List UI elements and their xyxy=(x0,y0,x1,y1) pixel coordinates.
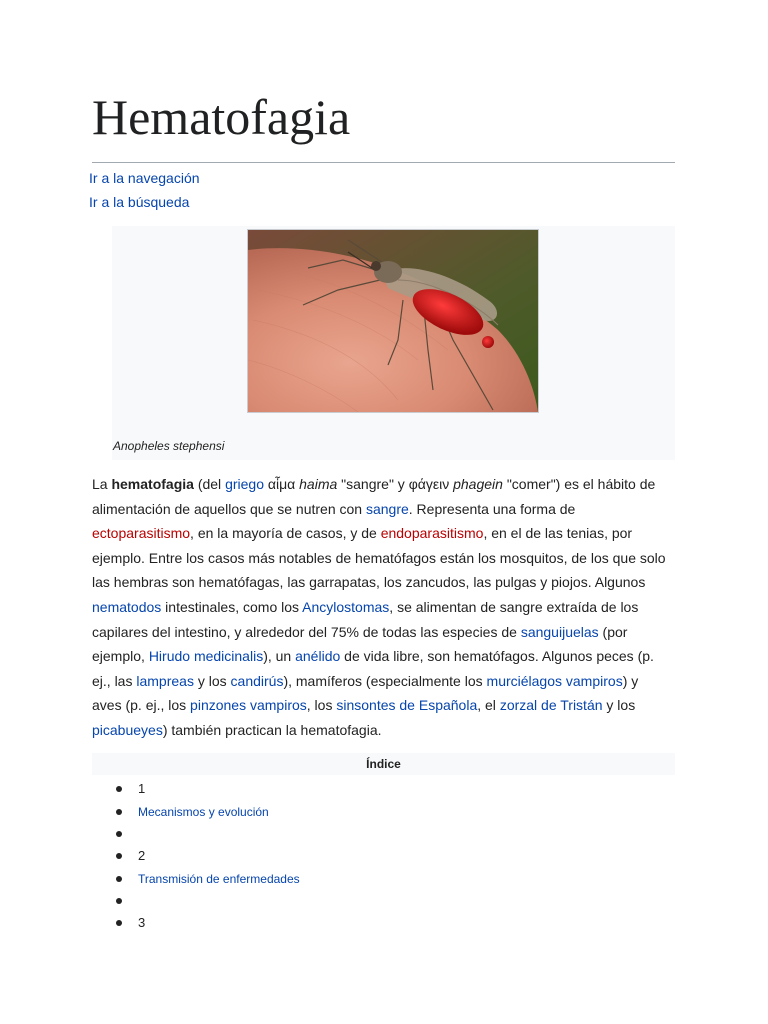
paragraph-text: ), mamíferos (especialmente los xyxy=(283,672,487,689)
italic-term: haima xyxy=(299,476,338,492)
bullet-icon xyxy=(116,876,122,882)
paragraph-text: La xyxy=(92,476,112,492)
article-link[interactable]: murciélagos vampiros xyxy=(486,672,623,689)
paragraph-text: , los xyxy=(306,697,337,714)
figure-caption: Anopheles stephensi xyxy=(113,439,225,453)
paragraph-line xyxy=(92,546,675,571)
paragraph-text: y los xyxy=(602,697,636,714)
paragraph-line xyxy=(92,472,675,497)
toc-link[interactable]: Transmisión de enfermedades xyxy=(138,872,300,886)
bullet-icon xyxy=(116,898,122,904)
article-link[interactable]: Ancylostomas xyxy=(302,598,390,615)
paragraph-text: alimentación de aquellos que se nutren con xyxy=(92,500,366,517)
article-link[interactable]: anélido xyxy=(295,648,341,665)
article-link[interactable]: zorzal de Tristán xyxy=(499,697,603,714)
article-link[interactable]: sangre xyxy=(365,500,409,517)
paragraph-line xyxy=(92,644,675,669)
thumbnail-figure xyxy=(112,226,675,460)
toc-number: 3 xyxy=(138,915,146,930)
article-link[interactable]: pinzones vampiros xyxy=(190,697,307,714)
bullet-icon xyxy=(116,786,122,792)
toc-number: 1 xyxy=(138,781,146,796)
mosquito-image[interactable] xyxy=(247,229,539,413)
bullet-icon xyxy=(116,809,122,815)
bullet-icon xyxy=(116,853,122,859)
paragraph-text: (por xyxy=(598,623,628,640)
page-title: Hematofagia xyxy=(92,89,351,145)
article-link[interactable]: lampreas xyxy=(136,672,194,689)
article-link[interactable]: nematodos xyxy=(92,598,162,615)
paragraph-text: ) y xyxy=(622,672,639,689)
paragraph-text: ) también practican la hematofagia. xyxy=(162,721,382,738)
paragraph-text: , se alimentan de sangre extraída de los xyxy=(389,598,639,615)
bullet-icon xyxy=(116,831,122,837)
paragraph-text: aves (p. ej., los xyxy=(92,697,191,714)
article-link[interactable]: picabueyes xyxy=(92,721,163,738)
italic-term: phagein xyxy=(453,476,503,492)
paragraph-line xyxy=(92,595,675,620)
paragraph-line xyxy=(92,669,675,694)
paragraph-line xyxy=(92,497,675,522)
paragraph-text: ejemplo, xyxy=(92,648,149,665)
paragraph-text: . Representa una forma de xyxy=(408,500,576,517)
paragraph-text: (del xyxy=(193,476,226,492)
paragraph-text: "sangre" y φάγειν xyxy=(337,476,454,492)
article-link[interactable]: endoparasitismo xyxy=(380,525,484,542)
article-link[interactable]: sinsontes de Española xyxy=(336,697,478,714)
paragraph-line xyxy=(92,620,675,645)
paragraph-text: , el xyxy=(477,697,500,714)
paragraph-text: las hembras son hematófagas, las garrapatas, los zancudos, las pulgas y piojos. Algunos xyxy=(92,574,646,591)
paragraph-text: ejemplo. Entre los casos más notables de hematófagos están los mosquitos, de los que solo xyxy=(92,549,666,566)
toc-title: Índice xyxy=(366,757,401,771)
bullet-icon xyxy=(116,920,122,926)
article-link[interactable]: sanguijuelas xyxy=(520,623,599,640)
paragraph-line xyxy=(92,693,675,718)
article-link[interactable]: Hirudo medicinalis xyxy=(148,648,264,665)
paragraph-text: ej., las xyxy=(92,672,137,689)
paragraph-text: intestinales, como los xyxy=(161,598,303,615)
paragraph-text: de vida libre, son hematófagos. Algunos peces (p. xyxy=(340,648,654,665)
article-link[interactable]: candirús xyxy=(230,672,284,689)
toc-link[interactable]: Mecanismos y evolución xyxy=(138,805,269,819)
paragraph-line xyxy=(92,570,675,595)
paragraph-text: , en el de las tenias, por xyxy=(483,525,633,542)
jump-to-search-link[interactable]: Ir a la búsqueda xyxy=(89,194,190,210)
paragraph-text: "comer") es el hábito de xyxy=(502,476,656,492)
paragraph-text: capilares del intestino, y alrededor del 75% de todas las especies de xyxy=(92,623,521,640)
bold-term: hematofagia xyxy=(111,476,194,492)
article-link[interactable]: griego xyxy=(225,476,264,492)
table-of-contents xyxy=(92,753,675,775)
paragraph-text: ), un xyxy=(263,648,296,665)
toc-number: 2 xyxy=(138,848,146,863)
paragraph-line xyxy=(92,718,675,743)
article-link[interactable]: ectoparasitismo xyxy=(92,525,191,542)
title-divider xyxy=(92,162,675,163)
jump-to-navigation-link[interactable]: Ir a la navegación xyxy=(89,170,200,186)
paragraph-text: y los xyxy=(193,672,231,689)
intro-paragraph xyxy=(92,472,675,743)
paragraph-text: , en la mayoría de casos, y de xyxy=(190,525,381,542)
paragraph-text: αἷμα xyxy=(263,476,300,492)
paragraph-line xyxy=(92,521,675,546)
